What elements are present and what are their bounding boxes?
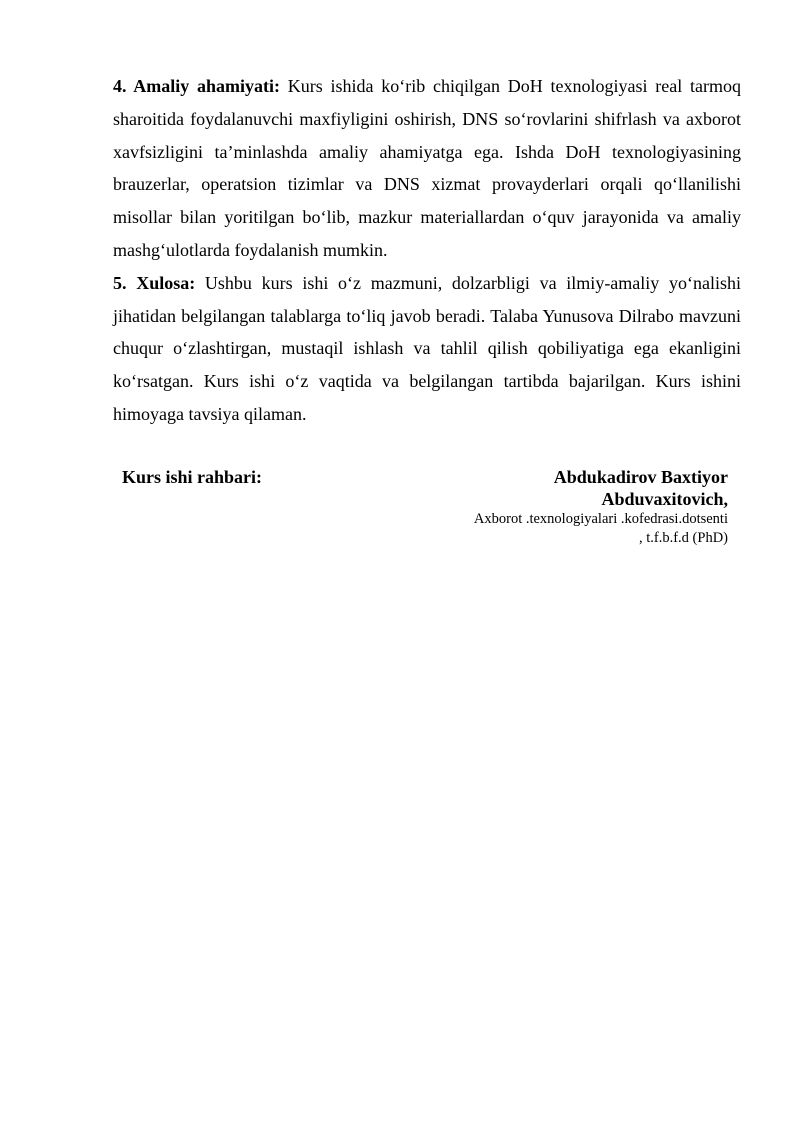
section-heading: 4. Amaliy ahamiyati:	[113, 76, 281, 96]
supervisor-details	[368, 466, 728, 548]
supervisor-position-line2: , t.f.b.f.d (PhD)	[638, 530, 728, 546]
section-text: Ushbu kurs ishi o‘z mazmuni, dolzarbligi va ilmiy-amaliy yo‘nalishi jihatidan belgilangan talablarga to‘liq javob beradi. Talaba Yunusova Dilrabo mavzuni chuqur o‘zlashtirgan, mustaqil ishlash va tahlil qilish qobiliyatiga ega ekanligini ko‘rsatgan. Kurs ishi o‘z vaqtida va belgilangan tartibda bajarilgan. Kurs ishini himoyaga tavsiya qilaman.	[113, 272, 741, 424]
supervisor-label: Kurs ishi rahbari:	[122, 467, 263, 487]
section-text: Kurs ishida ko‘rib chiqilgan DoH texnologiyasi real tarmoq sharoitida foydalanuvchi maxfiyligini oshirish, DNS so‘rovlarini shifrlash va axborot xavfsizligini ta’minlashda amaliy ahamiyatga ega. Ishda DoH texnologiyasining brauzerlar, operatsion tizimlar va DNS xizmat provayderlari orqali qo‘llanilishi misollar bilan yoritilgan bo‘lib, mazkur materiallardan o‘quv jarayonida va amaliy mashg‘ulotlarda foydalanish mumkin.	[113, 76, 741, 260]
section-heading: 5. Xulosa:	[113, 272, 196, 293]
section-conclusion	[113, 267, 741, 431]
supervisor-position-line1: Axborot .texnologiyalari .kofedrasi.dotsenti	[473, 511, 728, 527]
supervisor-name-line1: Abdukadirov Baxtiyor	[553, 467, 728, 487]
document-body	[113, 70, 741, 431]
supervisor-name-line2: Abduvaxitovich,	[601, 489, 728, 509]
section-practical-significance	[113, 70, 741, 267]
